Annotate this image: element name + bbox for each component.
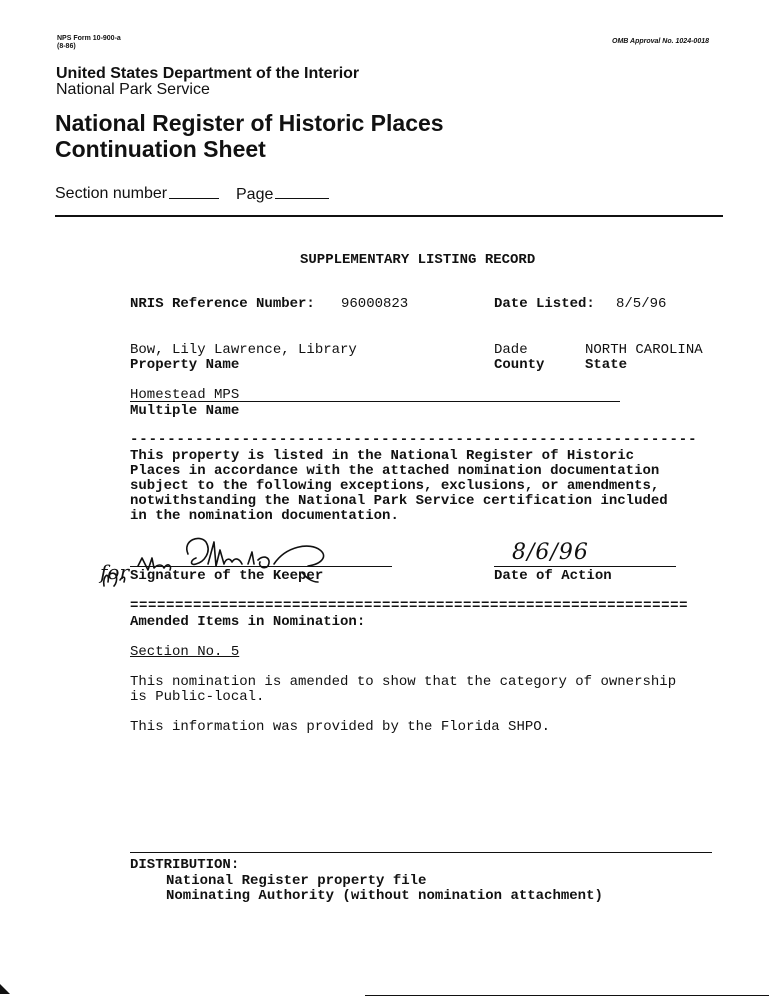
statement-line: subject to the following exceptions, exclusions, or amendments, bbox=[130, 478, 660, 494]
department-name: United States Department of the Interior bbox=[56, 65, 360, 82]
handwritten-for: for bbox=[100, 560, 130, 584]
property-name-label: Property Name bbox=[130, 357, 240, 373]
omb-approval: OMB Approval No. 1024-0018 bbox=[612, 38, 709, 45]
section-reference: Section No. 5 bbox=[130, 644, 240, 660]
page-number-field bbox=[275, 198, 329, 199]
page-title: National Register of Historic Places bbox=[55, 110, 444, 136]
distribution-item: Nominating Authority (without nomination attachment) bbox=[166, 888, 603, 904]
header-divider bbox=[55, 215, 723, 217]
amendment-text: This nomination is amended to show that the category of ownership bbox=[130, 674, 677, 690]
statement-line: Places in accordance with the attached nomination documentation bbox=[130, 463, 660, 479]
county-label: County bbox=[494, 357, 545, 373]
corner-mark-icon bbox=[0, 984, 12, 996]
county-value: Dade bbox=[494, 342, 528, 358]
statement-line: notwithstanding the National Park Service certification included bbox=[130, 493, 668, 509]
form-number: NPS Form 10-900-a bbox=[57, 35, 121, 42]
page-subtitle: Continuation Sheet bbox=[55, 136, 266, 162]
record-heading: SUPPLEMENTARY LISTING RECORD bbox=[300, 252, 536, 268]
provided-by-text: This information was provided by the Florida SHPO. bbox=[130, 719, 551, 735]
nris-label: NRIS Reference Number: bbox=[130, 296, 315, 312]
date-of-action-line bbox=[494, 566, 676, 567]
amendment-text: is Public-local. bbox=[130, 689, 265, 705]
distribution-divider bbox=[130, 852, 712, 853]
multiple-name-underline bbox=[130, 401, 620, 402]
double-divider: ============================================================== bbox=[130, 598, 689, 614]
signature-label: Signature of the Keeper bbox=[130, 568, 324, 584]
dashed-divider: ------------------------------------------------------------- bbox=[130, 432, 698, 448]
date-listed-label: Date Listed: bbox=[494, 296, 595, 312]
date-listed-value: 8/5/96 bbox=[616, 296, 667, 312]
statement-line: in the nomination documentation. bbox=[130, 508, 399, 524]
property-name: Bow, Lily Lawrence, Library bbox=[130, 342, 357, 358]
section-number-label: Section number bbox=[55, 185, 168, 202]
distribution-item: National Register property file bbox=[166, 873, 427, 889]
amended-heading: Amended Items in Nomination: bbox=[130, 614, 366, 630]
signature-line bbox=[130, 566, 392, 567]
multiple-name-label: Multiple Name bbox=[130, 403, 240, 419]
state-label: State bbox=[585, 357, 628, 373]
state-value: NORTH CAROLINA bbox=[585, 342, 703, 358]
handwritten-date: 8/6/96 bbox=[512, 540, 589, 565]
statement-line: This property is listed in the National Register of Historic bbox=[130, 448, 635, 464]
page-label: Page bbox=[236, 186, 274, 203]
footer-rule bbox=[365, 995, 769, 996]
form-date: (8-86) bbox=[57, 43, 76, 50]
agency-name: National Park Service bbox=[56, 81, 210, 98]
multiple-name: Homestead MPS bbox=[130, 387, 240, 403]
nris-value: 96000823 bbox=[341, 296, 409, 312]
section-number-field bbox=[169, 198, 219, 199]
date-of-action-label: Date of Action bbox=[494, 568, 612, 584]
distribution-heading: DISTRIBUTION: bbox=[130, 857, 240, 873]
